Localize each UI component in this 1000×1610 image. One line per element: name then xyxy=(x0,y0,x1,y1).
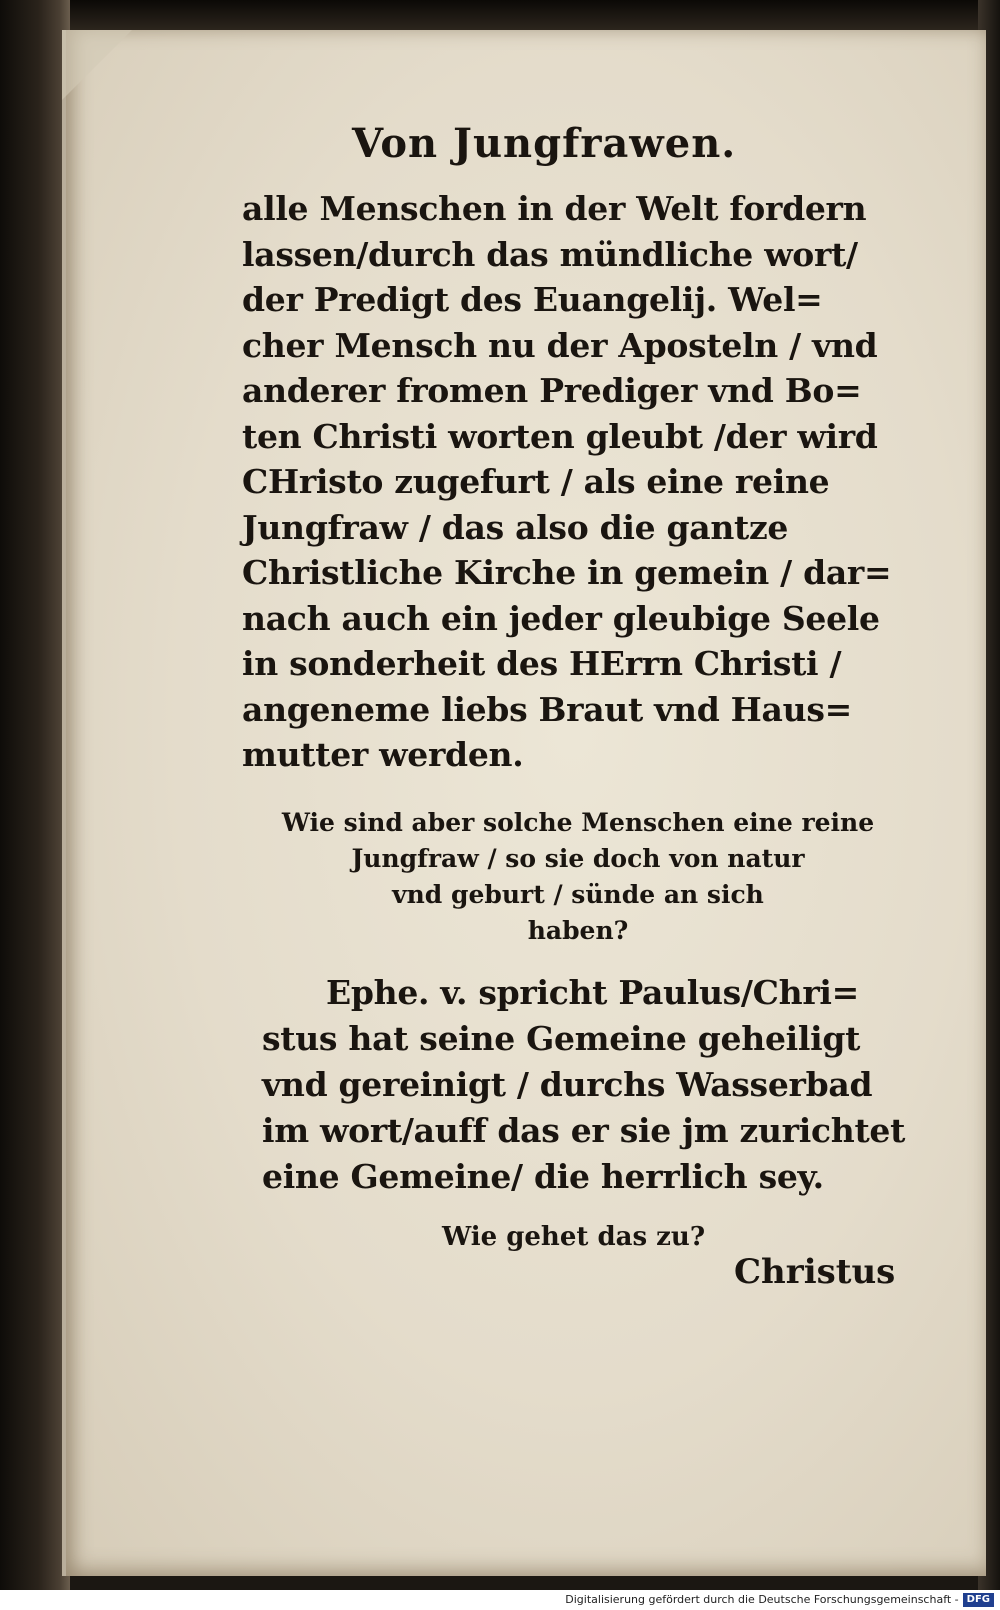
text-line: anderer fromen Prediger vnd Bo= xyxy=(242,371,862,410)
text-line: nach auch ein jeder gleubige Seele xyxy=(242,598,880,638)
dfg-logo: DFG xyxy=(963,1593,994,1607)
question-line: vnd geburt / sünde an sich xyxy=(392,880,764,909)
question-line: Wie sind aber solche Menschen eine reine xyxy=(281,808,875,837)
text-line: in sonderheit des HErrn Christi / xyxy=(242,644,842,683)
book-binding-edge xyxy=(0,0,70,1610)
text-line: Christliche Kirche in gemein / dar= xyxy=(242,553,892,592)
page-corner-fold xyxy=(62,30,132,100)
answer-paragraph xyxy=(262,970,905,1200)
running-head: Von Jungfrawen. xyxy=(352,120,737,167)
text-line: ten Christi worten gleubt /der wird xyxy=(242,416,878,456)
text-line: vnd gereinigt / durchs Wasserbad xyxy=(262,1065,873,1104)
question-heading xyxy=(258,805,898,949)
text-line: stus hat seine Gemeine geheiligt xyxy=(262,1019,861,1058)
scan-border-top xyxy=(0,0,1000,30)
text-line: alle Menschen in der Welt fordern xyxy=(242,189,867,228)
main-paragraph xyxy=(242,186,891,778)
digitization-footer xyxy=(0,1590,1000,1610)
text-line: Jungfraw / das also die gantze xyxy=(242,507,789,547)
text-line: eine Gemeine/ die herrlich sey. xyxy=(262,1157,824,1196)
text-line: im wort/auff das er sie jm zurichtet xyxy=(262,1111,906,1150)
footer-credit: Digitalisierung gefördert durch die Deutsche Forschungsgemeinschaft - xyxy=(565,1593,959,1606)
text-line: der Predigt des Euangelij. Wel= xyxy=(242,280,823,319)
text-line: cher Mensch nu der Aposteln / vnd xyxy=(242,325,878,365)
text-line: lassen/durch das mündliche wort/ xyxy=(242,234,858,274)
question-line: Jungfraw / so sie doch von natur xyxy=(351,844,805,873)
text-line: angeneme liebs Braut vnd Haus= xyxy=(242,689,852,729)
text-line: mutter werden. xyxy=(242,735,524,774)
question-line: haben? xyxy=(527,916,629,945)
text-line: CHristo zugefurt / als eine reine xyxy=(242,462,830,501)
catchword: Christus xyxy=(734,1252,896,1292)
text-line: Ephe. v. spricht Paulus/Chri= xyxy=(326,973,860,1012)
second-question: Wie gehet das zu? xyxy=(442,1222,706,1252)
